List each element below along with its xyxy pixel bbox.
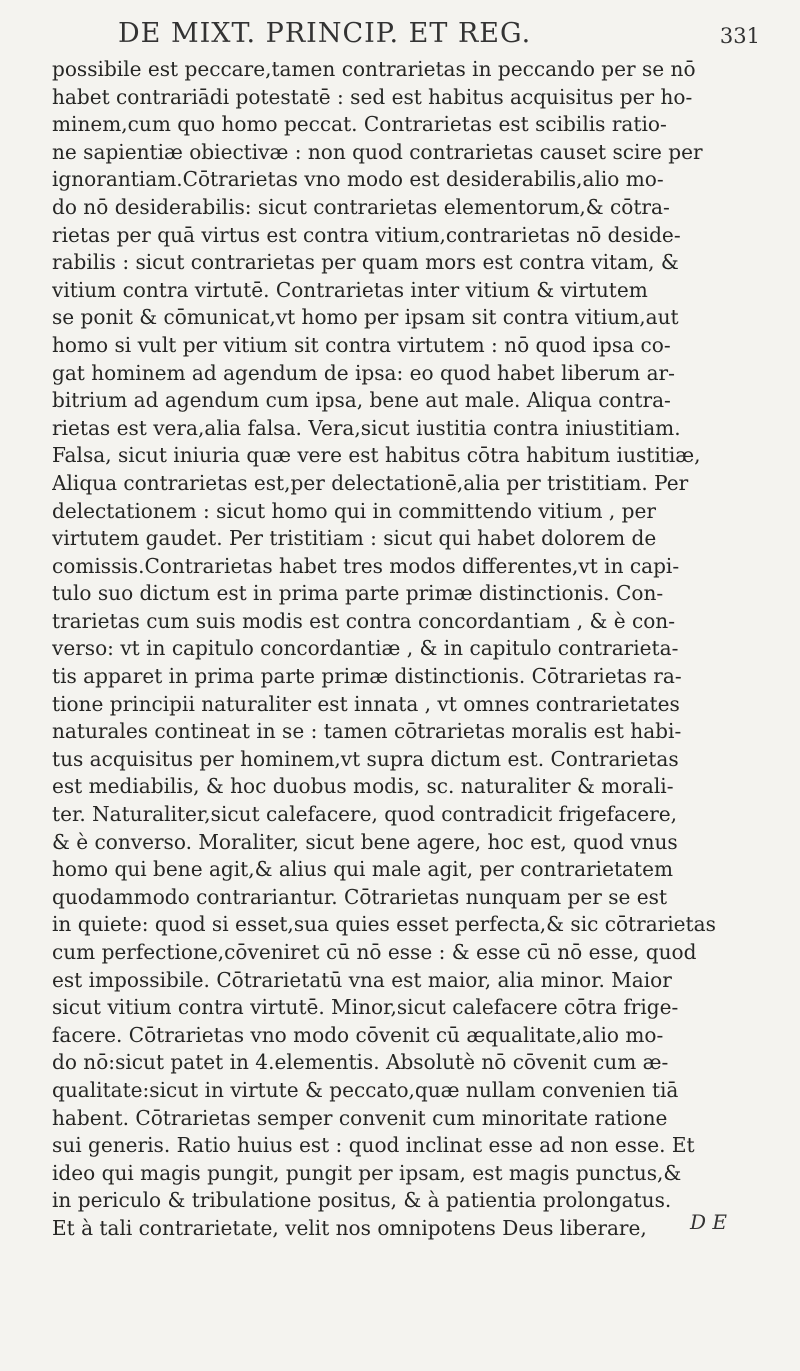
text-line: rietas per quā virtus est contra vitium,contrarietas nō deside- [52, 222, 681, 247]
text-line: Aliqua contrarietas est,per delectationē,alia per tristitiam. Per [52, 470, 689, 495]
text-line: quodammodo contrariantur. Cōtrarietas nunquam per se est [52, 884, 668, 909]
text-line: ter. Naturaliter,sicut calefacere, quod contradicit frigefacere, [52, 802, 678, 827]
text-line: in quiete: quod si esset,sua quies esset perfecta,& sic cōtrarietas [52, 912, 716, 937]
text-line: & è converso. Moraliter, sicut bene agere, hoc est, quod vnus [52, 829, 678, 854]
text-line: vitium contra virtutē. Contrarietas inter vitium & virtutem [52, 277, 648, 302]
text-line: qualitate:sicut in virtute & peccato,quæ nullam convenien tiā [52, 1077, 679, 1102]
text-line: facere. Cōtrarietas vno modo cōvenit cū æqualitate,alio mo- [52, 1022, 664, 1047]
text-line: virtutem gaudet. Per tristitiam : sicut qui habet dolorem de [52, 526, 657, 551]
text-line: delectationem : sicut homo qui in committendo vitium , per [52, 498, 656, 523]
text-line: ignorantiam.Cōtrarietas vno modo est desiderabilis,alio mo- [52, 167, 664, 192]
text-line: homo qui bene agit,& alius qui male agit, per contrarietatem [52, 857, 673, 882]
text-line: minem,cum quo homo peccat. Contrarietas est scibilis ratio- [52, 112, 667, 137]
text-line: habent. Cōtrarietas semper convenit cum minoritate ratione [52, 1105, 668, 1130]
body-text [52, 56, 776, 1243]
text-line: tulo suo dictum est in prima parte primæ distinctionis. Con- [52, 581, 664, 606]
text-line: tis apparet in prima parte primæ distinctionis. Cōtrarietas ra- [52, 664, 682, 689]
text-line: ne sapientiæ obiectivæ : non quod contrarietas causet scire per [52, 139, 703, 164]
text-line: Et à tali contrarietate, velit nos omnipotens Deus liberare, [52, 1215, 647, 1240]
text-line: ideo qui magis pungit, pungit per ipsam, est magis punctus,& [52, 1160, 682, 1185]
text-line: cum perfectione,cōveniret cū nō esse : & esse cū nō esse, quod [52, 940, 697, 964]
catchword: D E [690, 1210, 727, 1234]
text-line: sui generis. Ratio huius est : quod inclinat esse ad non esse. Et [52, 1133, 695, 1158]
text-line: verso: vt in capitulo concordantiæ , & in capitulo contrarieta- [52, 636, 679, 661]
text-line: est impossibile. Cōtrarietatū vna est maior, alia minor. Maior [52, 967, 672, 992]
text-line: sicut vitium contra virtutē. Minor,sicut calefacere cōtra frige- [52, 995, 679, 1020]
text-line: rabilis : sicut contrarietas per quam mors est contra vitam, & [52, 250, 679, 275]
text-line: gat hominem ad agendum de ipsa: eo quod habet liberum ar- [52, 360, 675, 385]
text-line: naturales contineat in se : tamen cōtrarietas moralis est habi- [52, 719, 682, 744]
text-line: est mediabilis, & hoc duobus modis, sc. naturaliter & morali- [52, 774, 674, 799]
text-line: tus acquisitus per hominem,vt supra dictum est. Contrarietas [52, 746, 679, 771]
text-line: bitrium ad agendum cum ipsa, bene aut male. Aliqua contra- [52, 388, 671, 413]
text-line: Falsa, sicut iniuria quæ vere est habitus cōtra habitum iustitiæ, [52, 443, 701, 468]
text-line: tione principii naturaliter est innata , vt omnes contrarietates [52, 691, 680, 716]
page-number: 331 [719, 24, 760, 48]
text-line: do nō desiderabilis: sicut contrarietas elementorum,& cōtra- [52, 194, 670, 219]
text-line: se ponit & cōmunicat,vt homo per ipsam sit contra vitium,aut [52, 305, 679, 330]
text-line: habet contrariādi potestatē : sed est habitus acquisitus per ho- [52, 84, 693, 109]
text-line: possibile est peccare,tamen contrarietas in peccando per se nō [52, 57, 696, 81]
text-line: in periculo & tribulatione positus, & à patientia prolongatus. [52, 1188, 672, 1213]
running-title: DE MIXT. PRINCIP. ET REG. [118, 18, 532, 49]
text-line: trarietas cum suis modis est contra concordantiam , & è con- [52, 608, 676, 633]
text-line: rietas est vera,alia falsa. Vera,sicut iustitia contra iniustitiam. [52, 415, 681, 440]
text-line: do nō:sicut patet in 4.elementis. Absolutè nō cōvenit cum æ- [52, 1050, 669, 1075]
text-line: homo si vult per vitium sit contra virtutem : nō quod ipsa co- [52, 332, 671, 357]
text-line: comissis.Contrarietas habet tres modos differentes,vt in capi- [52, 553, 680, 578]
